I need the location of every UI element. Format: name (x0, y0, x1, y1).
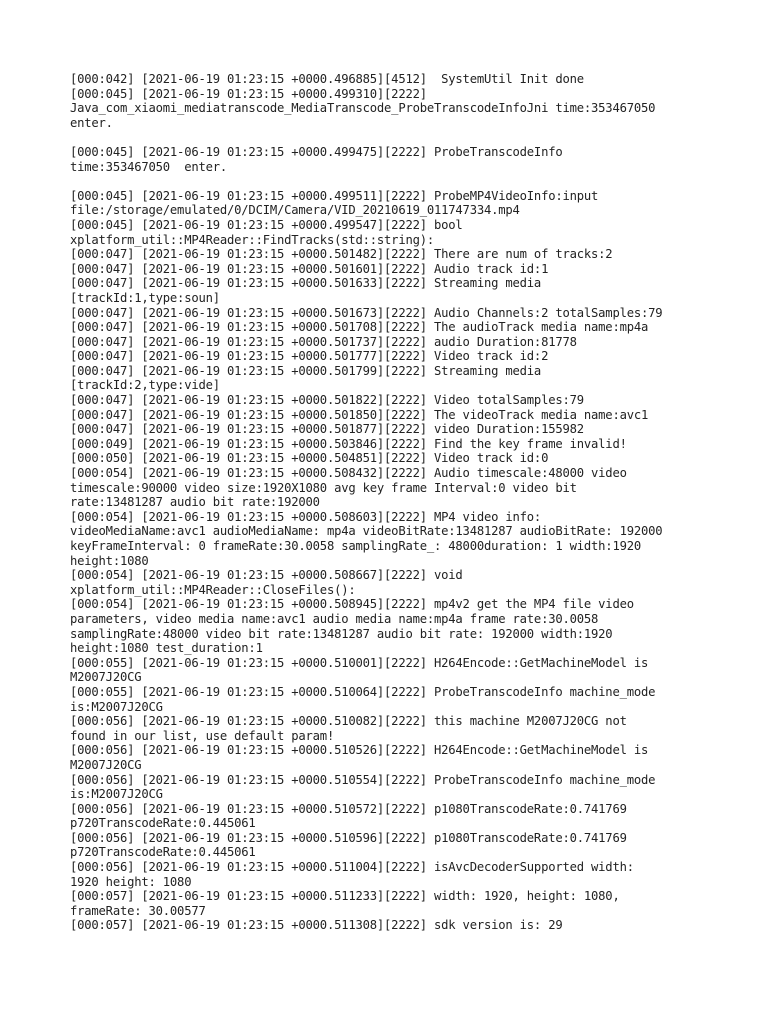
log-line: [000:047] [2021-06-19 01:23:15 +0000.501737][2222] audio Duration:81778 (70, 334, 577, 349)
log-line: [000:047] [2021-06-19 01:23:15 +0000.501482][2222] There are num of tracks:2 (70, 247, 613, 262)
log-line: keyFrameInterval: 0 frameRate:30.0058 samplingRate_: 48000duration: 1 width:1920 (70, 539, 641, 553)
log-line: rate:13481287 audio bit rate:192000 (70, 495, 320, 510)
log-line: parameters, video media name:avc1 audio media name:mp4a frame rate:30.0058 (70, 611, 599, 626)
log-line: [000:056] [2021-06-19 01:23:15 +0000.510554][2222] ProbeTranscodeInfo machine_mode (70, 772, 656, 787)
log-line: enter. (70, 115, 113, 130)
log-line: [000:045] [2021-06-19 01:23:15 +0000.499547][2222] bool (70, 217, 463, 232)
log-line: [trackId:1,type:soun] (70, 290, 220, 305)
log-line: [000:047] [2021-06-19 01:23:15 +0000.501799][2222] Streaming media (70, 363, 542, 378)
log-line: [000:047] [2021-06-19 01:23:15 +0000.501708][2222] The audioTrack media name:mp4a (70, 320, 649, 335)
log-line: [000:042] [2021-06-19 01:23:15 +0000.496885][4512] SystemUtil Init done (70, 72, 584, 86)
log-line: M2007J20CG (70, 670, 142, 685)
log-line: [000:047] [2021-06-19 01:23:15 +0000.501850][2222] The videoTrack media name:avc1 (70, 407, 649, 422)
log-line: [000:056] [2021-06-19 01:23:15 +0000.511004][2222] isAvcDecoderSupported width: (70, 860, 634, 875)
log-line: [000:054] [2021-06-19 01:23:15 +0000.508945][2222] mp4v2 get the MP4 file video (70, 597, 634, 612)
log-line: found in our list, use default param! (70, 728, 335, 743)
log-line: xplatform_util::MP4Reader::CloseFiles(): (70, 582, 356, 597)
log-line: [000:047] [2021-06-19 01:23:15 +0000.501877][2222] video Duration:155982 (70, 422, 584, 437)
log-line: [000:057] [2021-06-19 01:23:15 +0000.511233][2222] width: 1920, height: 1080, (70, 889, 620, 904)
log-line: [000:047] [2021-06-19 01:23:15 +0000.501673][2222] Audio Channels:2 totalSamples:79 (70, 305, 663, 320)
log-line: [000:054] [2021-06-19 01:23:15 +0000.508667][2222] void (70, 568, 463, 583)
log-line: [000:047] [2021-06-19 01:23:15 +0000.501822][2222] Video totalSamples:79 (70, 393, 584, 408)
log-line: [000:047] [2021-06-19 01:23:15 +0000.501777][2222] Video track id:2 (70, 349, 549, 364)
log-line: file:/storage/emulated/0/DCIM/Camera/VID_20210619_011747334.mp4 (70, 203, 520, 218)
log-line: samplingRate:48000 video bit rate:13481287 audio bit rate: 192000 width:1920 (70, 626, 613, 641)
log-line: [000:056] [2021-06-19 01:23:15 +0000.510596][2222] p1080TranscodeRate:0.741769 (70, 830, 627, 845)
log-line: [trackId:2,type:vide] (70, 378, 220, 393)
log-line: time:353467050 enter. (70, 159, 228, 174)
log-line: [000:047] [2021-06-19 01:23:15 +0000.501601][2222] Audio track id:1 (70, 261, 549, 276)
log-line: [000:055] [2021-06-19 01:23:15 +0000.510001][2222] H264Encode::GetMachineModel is (70, 655, 649, 670)
blank-line (70, 130, 710, 145)
log-line: is:M2007J20CG (70, 699, 163, 714)
log-line: videoMediaName:avc1 audioMediaName: mp4a videoBitRate:13481287 audioBitRate: 192000 (70, 524, 663, 539)
log-line: [000:050] [2021-06-19 01:23:15 +0000.504851][2222] Video track id:0 (70, 451, 549, 466)
log-line: [000:045] [2021-06-19 01:23:15 +0000.499310][2222] (70, 86, 427, 101)
log-document (70, 72, 710, 933)
log-line: [000:054] [2021-06-19 01:23:15 +0000.508432][2222] Audio timescale:48000 video (70, 466, 627, 481)
log-line: [000:056] [2021-06-19 01:23:15 +0000.510526][2222] H264Encode::GetMachineModel is (70, 743, 649, 758)
log-line: [000:055] [2021-06-19 01:23:15 +0000.510064][2222] ProbeTranscodeInfo machine_mode (70, 684, 656, 699)
log-line: Java_com_xiaomi_mediatranscode_MediaTranscode_ProbeTranscodeInfoJni time:353467050 (70, 101, 656, 116)
log-line: M2007J20CG (70, 757, 142, 772)
log-line: timescale:90000 video size:1920X1080 avg key frame Interval:0 video bit (70, 480, 577, 495)
log-line: p720TranscodeRate:0.445061 (70, 845, 256, 860)
log-line: height:1080 (70, 553, 149, 568)
log-line: is:M2007J20CG (70, 787, 163, 802)
blank-line (70, 174, 710, 189)
log-line: [000:054] [2021-06-19 01:23:15 +0000.508603][2222] MP4 video info: (70, 509, 542, 524)
log-line: [000:056] [2021-06-19 01:23:15 +0000.510572][2222] p1080TranscodeRate:0.741769 (70, 801, 627, 816)
log-line: [000:049] [2021-06-19 01:23:15 +0000.503846][2222] Find the key frame invalid! (70, 436, 627, 451)
log-line: frameRate: 30.00577 (70, 903, 206, 918)
log-line: 1920 height: 1080 (70, 874, 192, 889)
log-line: [000:045] [2021-06-19 01:23:15 +0000.499511][2222] ProbeMP4VideoInfo:input (70, 188, 599, 203)
log-line: [000:045] [2021-06-19 01:23:15 +0000.499475][2222] ProbeTranscodeInfo (70, 144, 563, 159)
log-line: [000:057] [2021-06-19 01:23:15 +0000.511308][2222] sdk version is: 29 (70, 918, 563, 933)
log-line: height:1080 test_duration:1 (70, 641, 263, 656)
log-line: [000:056] [2021-06-19 01:23:15 +0000.510082][2222] this machine M2007J20CG not (70, 714, 627, 729)
log-line: p720TranscodeRate:0.445061 (70, 816, 256, 831)
log-line: xplatform_util::MP4Reader::FindTracks(std::string): (70, 232, 435, 247)
log-line: [000:047] [2021-06-19 01:23:15 +0000.501633][2222] Streaming media (70, 276, 542, 291)
